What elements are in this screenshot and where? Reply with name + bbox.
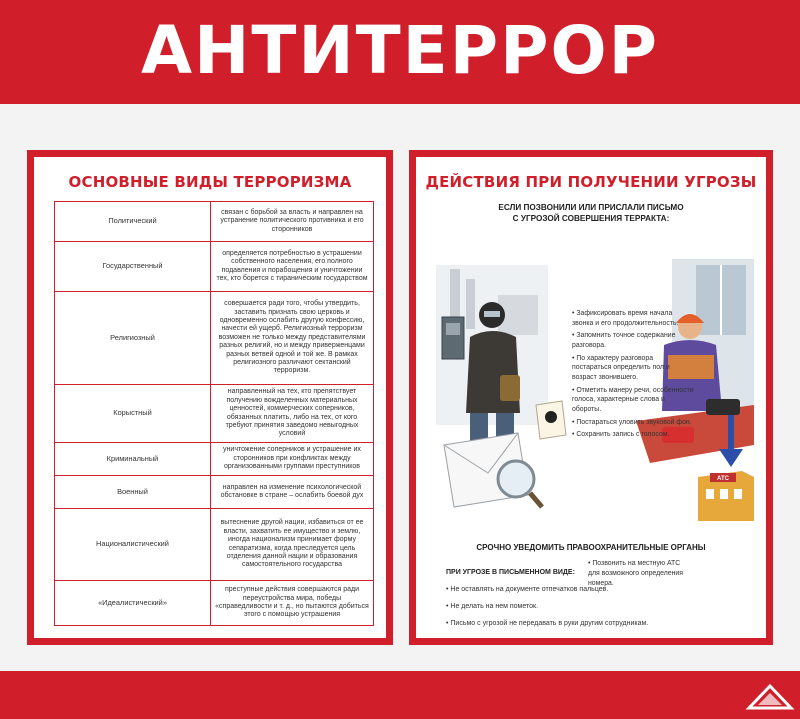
skull-icon [545, 411, 557, 423]
atc-window [734, 489, 742, 499]
table-row [55, 476, 374, 509]
notify-heading: СРОЧНО УВЕДОМИТЬ ПРАВООХРАНИТЕЛЬНЫЕ ОРГАНЫ [476, 543, 706, 552]
magnifier-icon [498, 461, 534, 497]
atc-sign-label: АТС [716, 476, 730, 482]
threat-actions-panel [409, 150, 773, 645]
caller-glasses [484, 311, 500, 317]
factory-chimney [466, 279, 475, 329]
table-row [55, 202, 374, 242]
table-row [55, 292, 374, 385]
list-item: • Зафиксировать время начала звонка и его продолжительность. [572, 310, 679, 327]
written-threat-heading: ПРИ УГРОЗЕ В ПИСЬМЕННОМ ВИДЕ: [446, 569, 575, 576]
table-row [55, 581, 374, 626]
type-description: направлен на изменение психологической обстановке в стране – ослабить боевой дух [211, 476, 374, 509]
magnifier-handle [530, 493, 542, 507]
terrorism-types-panel [27, 150, 393, 645]
type-description: связан с борьбой за власть и направлен на устранение политического противника и его сторонников [211, 202, 374, 242]
atc-note: • Позвонить на местную АТС для возможного определения номера. [588, 560, 683, 587]
type-name: Государственный [55, 242, 211, 292]
arrow-down-icon [719, 449, 743, 467]
list-item: • Не делать на нем пометок. [446, 603, 539, 610]
list-item: • По характеру разговора постараться определить пол и возраст звонившего. [572, 354, 670, 381]
atc-window [706, 489, 714, 499]
type-name: «Идеалистический» [55, 581, 211, 626]
table-row [55, 242, 374, 292]
type-description: преступные действия совершаются ради переустройства мира, победы «справедливости и т. д., но пытаются добиться этого с помощью устрашения [211, 581, 374, 626]
terrorism-types-table [54, 201, 374, 626]
table-row [55, 385, 374, 443]
type-name: Корыстный [55, 385, 211, 443]
brand-logo-icon [747, 684, 793, 710]
footer-band [0, 671, 800, 719]
arrow-down-shaft [728, 415, 734, 451]
threat-actions-title: ДЕЙСТВИЯ ПРИ ПОЛУЧЕНИИ УГРОЗЫ [425, 173, 757, 191]
table-row [55, 443, 374, 476]
type-description: уничтожение соперников и устрашение их сторонников при конфликтах между организованными группами преступников [211, 443, 374, 476]
call-steps-list [572, 309, 694, 443]
terrorism-types-title: ОСНОВНЫЕ ВИДЫ ТЕРРОРИЗМА [68, 173, 352, 191]
type-description: вытеснение другой нации, избавиться от ее власти, захватить ее имущество и землю, иногда национализм принимает форму сепаратизма, когда преследуется цель отделения данной нации и образования самостоятельного государства [211, 509, 374, 581]
type-name: Военный [55, 476, 211, 509]
type-description: направленный на тех, кто препятствует получению вожделенных материальных ценностей, коммерческих соперников, обязанных платить, либо на тех, от кого требуют принятия заведомо невыгодных условий [211, 385, 374, 443]
list-item: • Постараться уловить звуковой фон. [572, 418, 692, 426]
type-description: совершается ради того, чтобы утвердить, заставить признать свою церковь и одновременно ослабить другую конфессию, начести ей ущерб. Религиозный терроризм возможен не только между представителями разных религий, но и между приверженцами разных ветвей одной и той же. В рамках религиозного различают сектанский терроризм. [211, 292, 374, 385]
table-row [55, 509, 374, 581]
type-description: определяется потребностью в устрашении собственного населения, его полного подавления и порабощения и уничтожении тех, кто борется с тираническим государством [211, 242, 374, 292]
type-name: Политический [55, 202, 211, 242]
caller-bag [500, 375, 520, 401]
list-item: • Письмо с угрозой не передавать в руки другим сотрудникам. [446, 620, 649, 627]
type-name: Криминальный [55, 443, 211, 476]
type-name: Религиозный [55, 292, 211, 385]
atc-window [720, 489, 728, 499]
type-name: Националистический [55, 509, 211, 581]
list-item: • Сохранить запись с голосом. [572, 431, 670, 439]
payphone-display [446, 323, 460, 335]
list-item: • Отметить манеру речи, особенности голоса, характерные слова и обороты. [572, 386, 694, 413]
written-threat-list [446, 585, 746, 636]
page-title: АНТИТЕРРОР [141, 12, 659, 89]
list-item: • Не оставлять на документе отпечатков пальцев. [446, 586, 609, 593]
subtitle-line-2: С УГРОЗОЙ СОВЕРШЕНИЯ ТЕРРАКТА: [512, 214, 670, 223]
telephone-icon [706, 399, 740, 415]
subtitle-line-1: ЕСЛИ ПОЗВОНИЛИ ИЛИ ПРИСЛАЛИ ПИСЬМО [498, 203, 684, 212]
list-item: • Запомнить точное содержание разговора. [572, 332, 676, 349]
